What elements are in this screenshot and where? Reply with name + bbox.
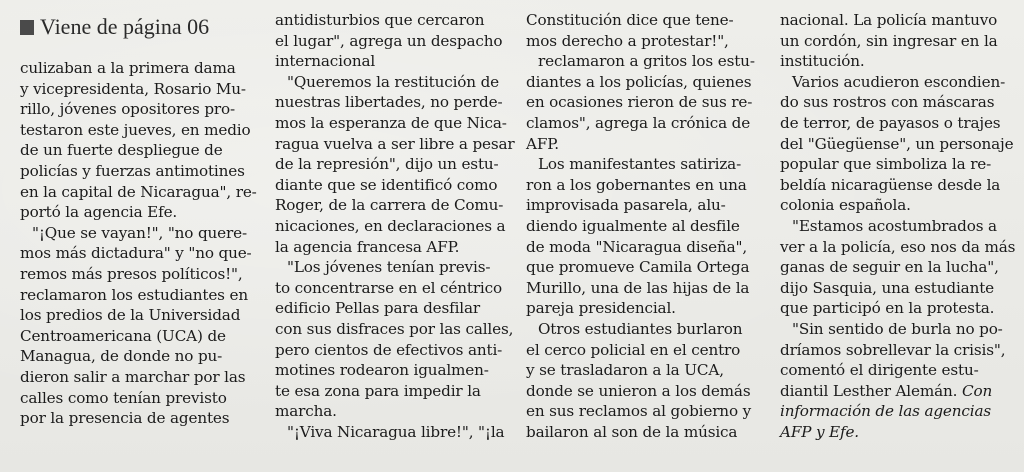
text-line: Varios acudieron escondien- [792,72,1006,91]
article-column-3 [526,10,756,442]
text-line: "Sin sentido de burla no po- [792,319,1003,338]
text-line: un cordón, sin ingresar en la [780,31,998,50]
article-column-4 [780,10,1016,442]
text-line: de un fuerte despliegue de [20,141,223,160]
credit-line: información de las agencias [780,402,992,421]
text-line: en la capital de Nicaragua", re- [20,182,257,201]
text-line: antidisturbios que cercaron [275,11,485,29]
text-line: que promueve Camila Ortega [526,258,750,277]
text-line: pareja presidencial. [526,299,676,318]
text-line: remos más presos políticos!", [20,264,243,283]
text-line: del "Güegüense", un personaje [780,134,1014,153]
text-line: marcha. [275,402,337,421]
text-line: dieron salir a marchar por las [20,367,246,386]
text-line: Managua, de donde no pu- [20,347,223,366]
text-line: "Estamos acostumbrados a [792,216,997,235]
text-line: diantil Lesther Alemán. [780,381,958,400]
text-line: mos derecho a protestar!", [526,31,729,50]
text-line: to concentrarse en el céntrico [275,278,502,297]
text-line-with-credit [780,381,1010,402]
text-line: mos la esperanza de que Nica- [275,113,507,132]
text-line: reclamaron los estudiantes en [20,285,248,304]
text-line: internacional [275,52,376,71]
text-line: colonia española. [780,196,911,215]
text-line: mos más dictadura" y "no que- [20,244,252,263]
text-line: el cerco policial en el centro [526,340,741,359]
text-line: do sus rostros con máscaras [780,93,995,112]
text-line: Otros estudiantes burlaron [538,319,743,338]
text-line: te esa zona para impedir la [275,381,481,400]
text-line: el lugar", agrega un despacho [275,31,503,50]
text-line: "¡Viva Nicaragua libre!", "¡la [287,422,505,441]
text-line: dijo Sasquia, una estudiante [780,278,995,297]
text-line: institución. [780,52,865,71]
text-line: los predios de la Universidad [20,306,241,325]
continuation-label: Viene de página 06 [40,13,210,39]
continuation-header [20,10,250,44]
text-line: rillo, jóvenes opositores pro- [20,100,235,119]
text-line: testaron este jueves, en medio [20,120,251,139]
text-line: nicaciones, en declaraciones a [275,216,506,235]
text-line: Constitución dice que tene- [526,11,734,29]
text-line: Centroamericana (UCA) de [20,326,226,345]
text-line: y vicepresidenta, Rosario Mu- [20,79,246,98]
text-line: reclamaron a gritos los estu- [538,52,755,71]
text-line: comentó el dirigente estu- [780,361,979,380]
article-column-2 [275,10,515,442]
text-line: ver a la policía, eso nos da más [780,237,1016,256]
text-line: de moda "Nicaragua diseña", [526,237,748,256]
text-line: calles como tenían previsto [20,388,227,407]
text-line: "¡Que se vayan!", "no quere- [32,223,247,242]
text-line: en sus reclamos al gobierno y [526,402,752,421]
text-line: de la represión", dijo un estu- [275,155,499,174]
text-line: ron a los gobernantes en una [526,175,747,194]
credit-line: AFP y Efe. [780,422,859,441]
article-column-1 [20,10,257,429]
text-line: Roger, de la carrera de Comu- [275,196,504,215]
text-line: la agencia francesa AFP. [275,237,460,256]
text-line: popular que simboliza la re- [780,155,992,174]
text-line: edificio Pellas para desfilar [275,299,481,318]
text-line: por la presencia de agentes [20,409,230,428]
text-line: Los manifestantes satiriza- [538,155,742,174]
text-line: portó la agencia Efe. [20,203,178,222]
text-line: diendo igualmente al desfile [526,216,740,235]
text-line: clamos", agrega la crónica de [526,113,751,132]
text-line: en ocasiones rieron de sus re- [526,93,753,112]
text-line: con sus disfraces por las calles, [275,319,514,338]
text-line: diantes a los policías, quienes [526,72,752,91]
text-line: "Los jóvenes tenían previs- [287,258,491,277]
text-line: ganas de seguir en la lucha", [780,258,999,277]
text-line: que participó en la protesta. [780,299,995,318]
text-line: de terror, de payasos o trajes [780,113,1001,132]
text-line: nacional. La policía mantuvo [780,11,998,29]
text-line: motines rodearon igualmen- [275,361,489,380]
text-line: "Queremos la restitución de [287,72,500,91]
text-line: AFP. [526,134,559,153]
text-line: beldía nicaragüense desde la [780,175,1001,194]
text-line: nuestras libertades, no perde- [275,93,503,112]
text-line: improvisada pasarela, alu- [526,196,726,215]
text-line: Murillo, una de las hijas de la [526,278,750,297]
text-line: policías y fuerzas antimotines [20,161,245,180]
text-line: ragua vuelva a ser libre a pesar [275,134,515,153]
text-line: culizaban a la primera dama [20,59,236,77]
text-line: pero cientos de efectivos anti- [275,340,503,359]
text-line: diante que se identificó como [275,175,498,194]
text-line: donde se unieron a los demás [526,381,751,400]
text-line: dríamos sobrellevar la crisis", [780,340,1006,359]
text-line: bailaron al son de la música [526,422,738,441]
square-bullet-icon [20,20,34,35]
text-line: y se trasladaron a la UCA, [526,361,724,380]
credit-italic-lead: Con [962,381,993,400]
